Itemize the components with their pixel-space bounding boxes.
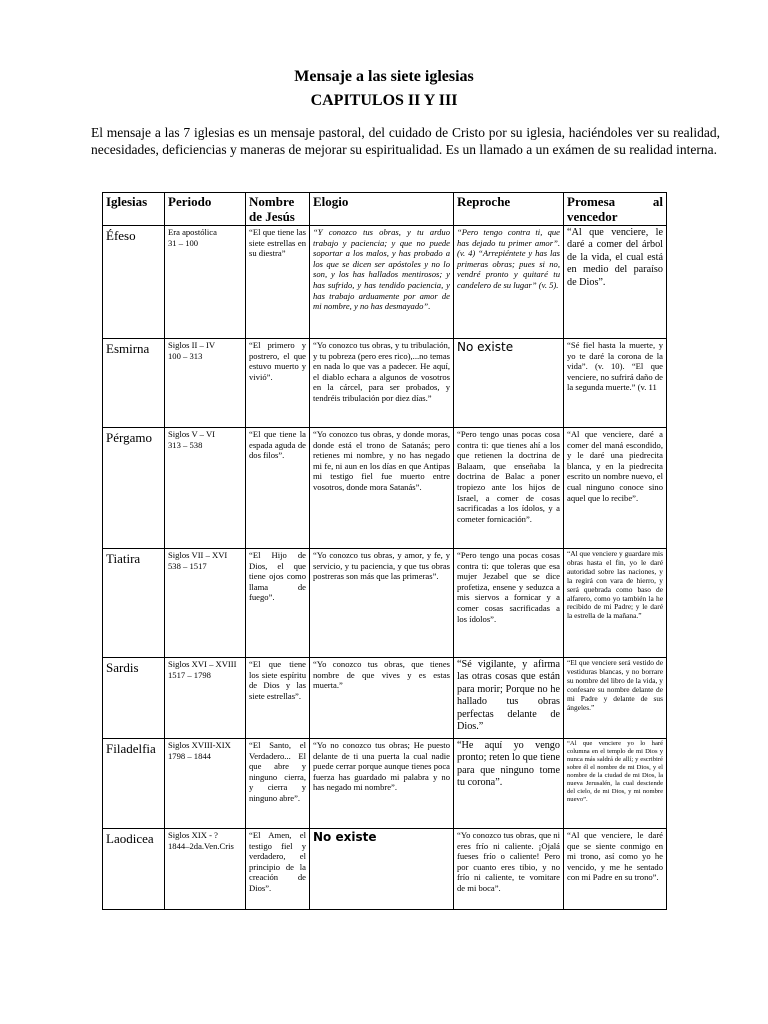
iglesia-cell: Laodicea: [103, 829, 165, 910]
elogio-cell: No existe: [310, 829, 454, 910]
intro-paragraph: El mensaje a las 7 iglesias es un mensaje pastoral, del cuidado de Cristo por su iglesia, haciéndoles ver su realidad, necesidades, deficiencias y maneras de mejorar su espiritualidad. Es un llamado a un exámen de su realidad interna.: [91, 125, 720, 157]
header-promesa: Promesa al vencedor: [564, 193, 667, 226]
promesa-cell: “Al que venciere, le daré a comer del árbol de la vida, el cual está en medio del paraíso de Dios”.: [564, 226, 667, 339]
nombre-cell: “El primero y postrero, el que estuvo muerto y vivió”.: [246, 339, 310, 428]
nombre-cell: “El Amen, el testigo fiel y verdadero, el principio de la creación de Dios”.: [246, 829, 310, 910]
iglesia-cell: Filadelfia: [103, 739, 165, 829]
promesa-cell: “Sé fiel hasta la muerte, y yo te daré la corona de la vida”. (v. 10). “El que venciere, no sufrirá daño de la segunda muerte.” (v. 11: [564, 339, 667, 428]
iglesia-cell: Esmirna: [103, 339, 165, 428]
periodo-cell: Siglos XVIII-XIX 1798 – 1844: [165, 739, 246, 829]
reproche-cell: No existe: [454, 339, 564, 428]
promesa-cell: “Al que venciere yo lo haré columna en el templo de mi Dios y nunca más saldrá de allí; y escribiré sobre él el nombre de mi Dios, y el nombre de la ciudad de mi Dios, la nueva Jerusalén, la cual desciende del cielo, de mi Dios, y mi nombre nuevo”.: [564, 739, 667, 829]
churches-table: [102, 192, 667, 910]
promesa-cell: “El que venciere será vestido de vestiduras blancas, y no borrare su nombre del libro de la vida, y confesare su nombre delante de mi Padre y delante de sus ángeles.”: [564, 658, 667, 739]
header-nombre: Nombre de Jesús: [246, 193, 310, 226]
nombre-cell: “El que tiene los siete espíritu de Dios y las siete estrellas”.: [246, 658, 310, 739]
elogio-cell: “Yo conozco tus obras, y amor, y fe, y servicio, y tu paciencia, y que tus obras postreras son más que las primeras”.: [310, 549, 454, 658]
header-iglesias: Iglesias: [103, 193, 165, 226]
iglesia-cell: Sardis: [103, 658, 165, 739]
periodo-cell: Siglos VII – XVI 538 – 1517: [165, 549, 246, 658]
reproche-cell: “He aquí yo vengo pronto; reten lo que tiene para que ninguno tome tu corona”.: [454, 739, 564, 829]
promesa-cell: “Al que venciere, daré a comer del maná escondido, y le daré una piedrecita blanca, y en la piedrecita escrito un nombre nuevo, el cual ninguno conoce sino aquel que lo recibe”.: [564, 428, 667, 549]
elogio-cell: “Yo conozco tus obras, y tu tribulación, y tu pobreza (pero eres rico),...no temas en nada lo que vas a padecer. He aquí, el diablo echara a algunos de vosotros en la cárcel, para ser probados, y tendréis tribulación por diez días.”: [310, 339, 454, 428]
nombre-cell: “El Hijo de Dios, el que tiene ojos como llama de fuego”.: [246, 549, 310, 658]
nombre-cell: “El Santo, el Verdadero... El que abre y ninguno cierra, y cierra y ninguno abre”.: [246, 739, 310, 829]
table-row: [103, 428, 667, 549]
nombre-cell: “El que tiene las siete estrellas en su diestra”: [246, 226, 310, 339]
periodo-cell: Era apostólica 31 – 100: [165, 226, 246, 339]
reproche-cell: “Pero tengo unas pocas cosa contra ti: que tienes ahí a los que retienen la doctrina de Balaam, que enseñaba la doctrina de Balac a poner tropiezo ante los hijos de Israel, a comer de cosas sacrificadas a los ídolos, y a cometer fornicación”.: [454, 428, 564, 549]
periodo-cell: Siglos V – VI 313 – 538: [165, 428, 246, 549]
table-row: [103, 658, 667, 739]
elogio-cell: “Y conozco tus obras, y tu arduo trabajo y paciencia; y que no puede soportar a los malos, y has probado a los que se dicen ser apóstoles y no lo son, y los has hallados mentirosos; y has sufrido, y has tendido paciencia, y has trabajo arduamente por amor de mi nombre, y no has desmayado”.: [310, 226, 454, 339]
elogio-cell: “Yo conozco tus obras, que tienes nombre de que vives y es estas muerta.”: [310, 658, 454, 739]
table-row: [103, 339, 667, 428]
periodo-cell: Siglos II – IV 100 – 313: [165, 339, 246, 428]
iglesia-cell: Tiatira: [103, 549, 165, 658]
reproche-cell: “Pero tengo una pocas cosas contra ti: que toleras que esa mujer Jezabel que se dice profetiza, ensene y seduzca a mis siervos a fornicar y a comer cosas sacrificadas a los ídolos”.: [454, 549, 564, 658]
header-reproche: Reproche: [454, 193, 564, 226]
reproche-cell: “Sé vigilante, y afirma las otras cosas que están para morir; Porque no he hallado tus obras perfectas delante de Dios.”: [454, 658, 564, 739]
reproche-cell: “Pero tengo contra ti, que has dejado tu primer amor”. (v. 4) “Arrepiéntete y has las primeras obras; pues si no, vendré pronto y quitaré tu candelero de su lugar” (v. 5).: [454, 226, 564, 339]
nombre-cell: “El que tiene la espada aguda de dos filos”.: [246, 428, 310, 549]
periodo-cell: Siglos XVI – XVIII 1517 – 1798: [165, 658, 246, 739]
table-row: [103, 739, 667, 829]
promesa-cell: “Al que venciere, le daré que se siente conmigo en mi trono, así como yo he vencido, y me he sentado con mi Padre en su trono”.: [564, 829, 667, 910]
iglesia-cell: Éfeso: [103, 226, 165, 339]
periodo-cell: Siglos XIX - ? 1844–2da.Ven.Cris: [165, 829, 246, 910]
elogio-cell: “Yo no conozco tus obras; He puesto delante de ti una puerta la cual nadie puede cerrar porque aunque tienes poca fuerza has guardado mi palabra y no has negado mi nombre”.: [310, 739, 454, 829]
table-header-row: [103, 193, 667, 226]
document-title: Mensaje a las siete iglesias: [294, 68, 474, 85]
elogio-cell: “Yo conozco tus obras, y donde moras, donde está el trono de Satanás; pero retienes mi nombre, y no has negado mi fe, ni aun en los días en que Antipas mi testigo fiel fue muerto entre vosotros, donde mora Satanás”.: [310, 428, 454, 549]
promesa-cell: “Al que venciere y guardare mis obras hasta el fin, yo le daré autoridad sobre las naciones, y la regirá con vara de hierro, y será quebrada como baso de alfarero, como yo también la he recibido de mi Padre; y le daré la estrella de la mañana.”: [564, 549, 667, 658]
document-subtitle: CAPITULOS II Y III: [310, 92, 458, 109]
table-row: [103, 226, 667, 339]
table-row: [103, 549, 667, 658]
header-periodo: Periodo: [165, 193, 246, 226]
header-elogio: Elogio: [310, 193, 454, 226]
table-row: [103, 829, 667, 910]
reproche-cell: “Yo conozco tus obras, que ni eres frío ni caliente. ¡Ojalá fueses frío o caliente! Pero por cuanto eres tibio, y no frío ni caliente, te vomitare de mi boca”.: [454, 829, 564, 910]
iglesia-cell: Pérgamo: [103, 428, 165, 549]
